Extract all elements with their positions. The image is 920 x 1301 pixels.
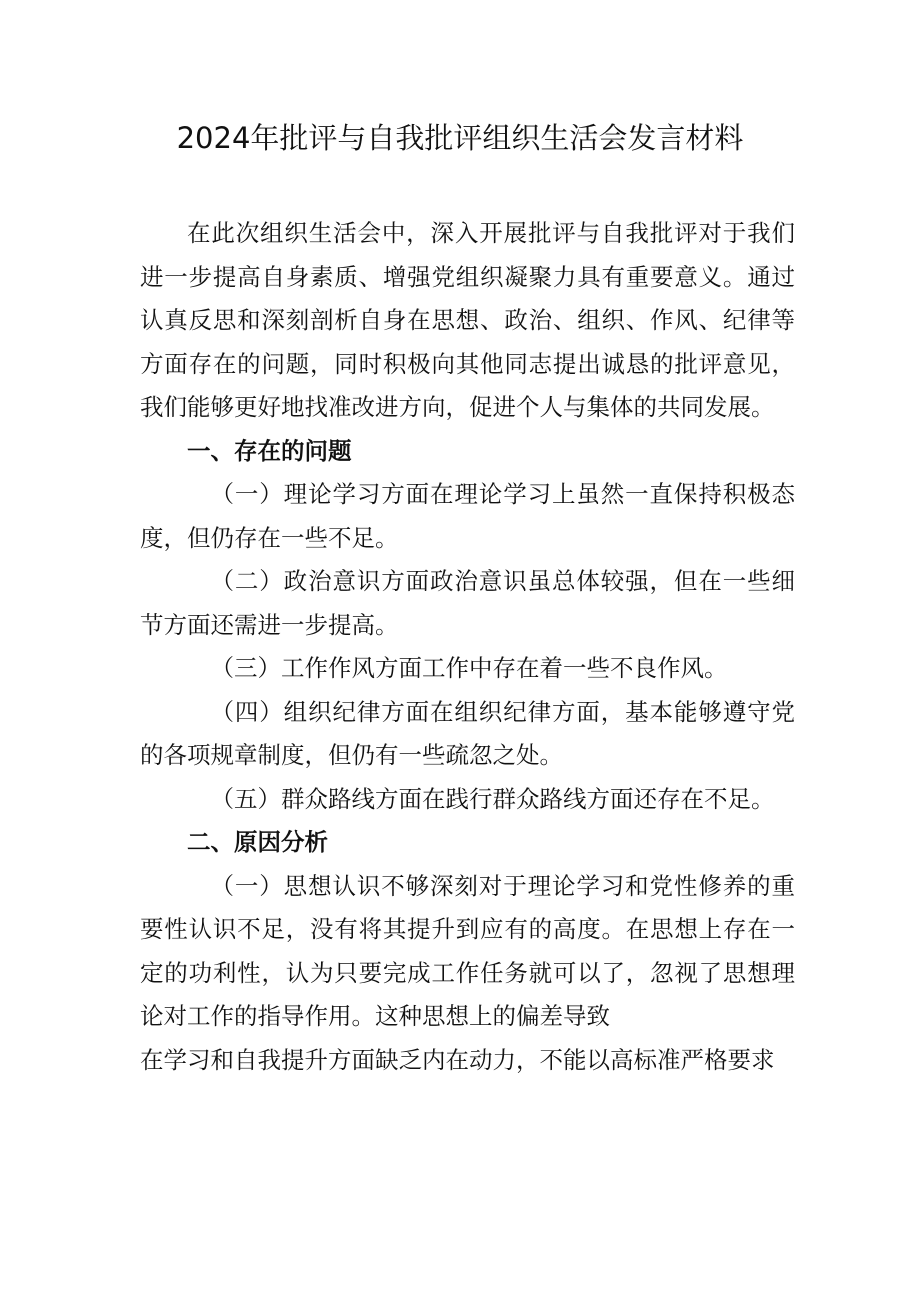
section-heading-problems: 一、存在的问题 <box>187 436 352 465</box>
problem-item-2: （二）政治意识方面政治意识虽总体较强，但在一些细节方面还需进一步提高。 <box>140 567 795 639</box>
cause-item-1-continued: 在学习和自我提升方面缺乏内在动力，不能以高标准严格要求 <box>140 1045 775 1074</box>
cause-item-1: （一）思想认识不够深刻对于理论学习和党性修养的重要性认识不足，没有将其提升到应有的高度。在思想上存在一定的功利性，认为只要完成工作任务就可以了，忽视了思想理论对工作的指导作用。这种思想上的偏差导致 <box>140 871 795 1030</box>
document-body <box>140 212 795 1082</box>
problem-item-3: （三）工作作风方面工作中存在着一些不良作风。 <box>210 654 728 682</box>
problem-item-1: （一）理论学习方面在理论学习上虽然一直保持积极态度，但仍存在一些不足。 <box>140 480 795 552</box>
problem-item-5: （五）群众路线方面在践行群众路线方面还存在不足。 <box>210 784 775 813</box>
document-title: 2024年批评与自我批评组织生活会发言材料 <box>176 121 744 155</box>
section-heading-causes: 二、原因分析 <box>187 828 328 856</box>
problem-item-4: （四）组织纪律方面在组织纪律方面，基本能够遵守党的各项规章制度，但仍有一些疏忽之处。 <box>140 697 795 769</box>
intro-paragraph: 在此次组织生活会中，深入开展批评与自我批评对于我们进一步提高自身素质、增强党组织凝聚力具有重要意义。通过认真反思和深刻剖析自身在思想、政治、组织、作风、纪律等方面存在的问题，同时积极向其他同志提出诚恳的批评意见，我们能够更好地找准改进方向，促进个人与集体的共同发展。 <box>140 219 795 421</box>
